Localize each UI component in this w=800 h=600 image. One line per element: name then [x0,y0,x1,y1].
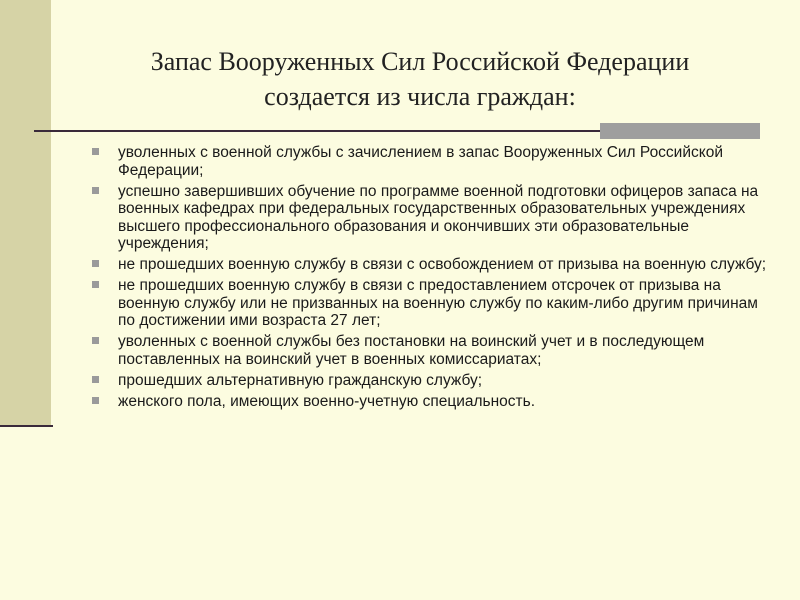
slide-title [60,44,780,114]
bullet-text: женского пола, имеющих военно-учетную специальность. [118,392,536,410]
bullet-item [92,144,772,179]
left-decor-band [0,0,51,425]
bullet-text: уволенных с военной службы без постановки на воинский учет и в последующем поставленных на воинский учет в военных комиссариатах; [118,333,705,368]
bullet-item [92,183,772,253]
bullet-text: не прошедших военную службу в связи с освобождением от призыва на военную службу; [118,256,767,273]
left-decor-rule [0,425,53,427]
bullet-list [92,144,772,414]
bullet-item [92,256,772,274]
bullet-item [92,393,772,411]
bullet-text: не прошедших военную службу в связи с предоставлением отсрочек от призыва на военную службу или не призванных на военную службу по каким-либо другим причинам по достижении ими возраста 27 лет; [118,277,758,329]
bullet-text: уволенных с военной службы с зачислением в запас Вооруженных Сил Российской Федерации; [118,144,723,179]
bullet-text: успешно завершивших обучение по программе военной подготовки офицеров запаса на военных кафедрах при федеральных государственных образовательных учреждениях высшего профессионального образования и окончивших эти образовательные учреждения; [118,182,759,252]
square-bullet-icon [92,148,99,155]
square-bullet-icon [92,397,99,404]
bullet-item [92,372,772,390]
square-bullet-icon [92,187,99,194]
slide-title-line-1: Запас Вооруженных Сил Российской Федерации [150,47,690,76]
square-bullet-icon [92,260,99,267]
accent-bar [600,123,760,139]
bullet-text: прошедших альтернативную гражданскую службу; [118,371,483,389]
slide-title-line-2: создается из числа граждан: [264,82,576,111]
square-bullet-icon [92,337,99,344]
bullet-item [92,333,772,368]
square-bullet-icon [92,376,99,383]
bullet-item [92,277,772,330]
square-bullet-icon [92,281,99,288]
